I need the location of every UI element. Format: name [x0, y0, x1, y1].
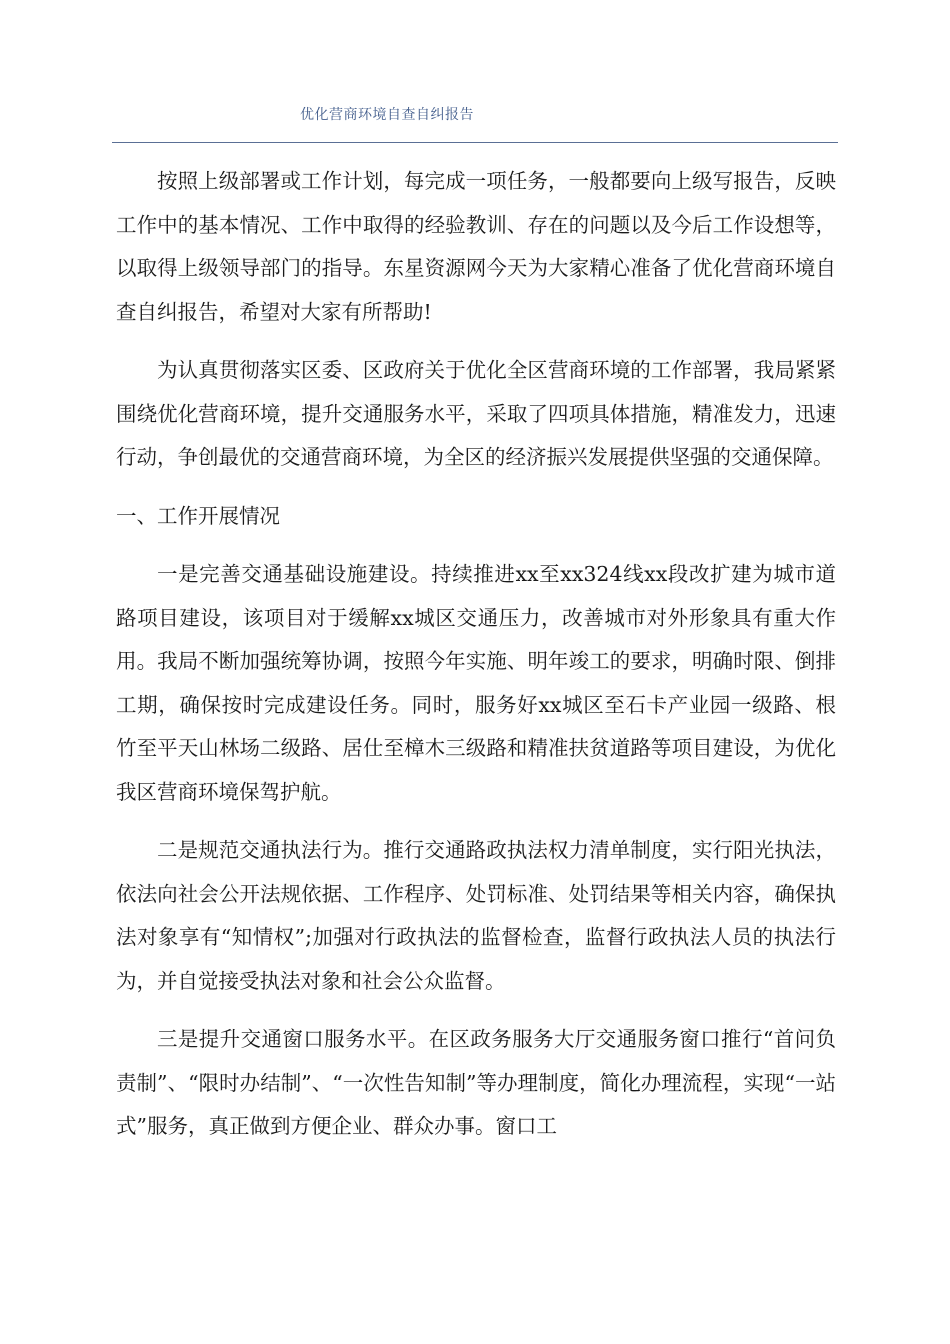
document-body	[116, 160, 836, 1164]
intro-paragraph: 按照上级部署或工作计划，每完成一项任务，一般都要向上级写报告，反映工作中的基本情况、工作中取得的经验教训、存在的问题以及今后工作设想等，以取得上级领导部门的指导。东星资源网今天为大家精心准备了优化营商环境自查自纠报告，希望对大家有所帮助!	[116, 169, 836, 324]
measure-two-paragraph: 二是规范交通执法行为。推行交通路政执法权力清单制度，实行阳光执法，依法向社会公开法规依据、工作程序、处罚标准、处罚结果等相关内容，确保执法对象享有“知情权”;加强对行政执法的监督检查，监督行政执法人员的执法行为，并自觉接受执法对象和社会公众监督。	[116, 838, 836, 993]
section-heading: 一、工作开展情况	[116, 503, 280, 528]
page-header-title: 优化营商环境自查自纠报告	[300, 107, 474, 123]
background-paragraph: 为认真贯彻落实区委、区政府关于优化全区营商环境的工作部署，我局紧紧围绕优化营商环境，提升交通服务水平，采取了四项具体措施，精准发力，迅速行动，争创最优的交通营商环境，为全区的经济振兴发展提供坚强的交通保障。	[116, 358, 836, 469]
header-divider	[112, 142, 838, 143]
measure-three-paragraph: 三是提升交通窗口服务水平。在区政务服务大厅交通服务窗口推行“首问负责制”、“限时办结制”、“一次性告知制”等办理制度，简化办理流程，实现“一站式”服务，真正做到方便企业、群众办事。窗口工	[116, 1027, 836, 1138]
measure-one-paragraph: 一是完善交通基础设施建设。持续推进xx至xx324线xx段改扩建为城市道路项目建设，该项目对于缓解xx城区交通压力，改善城市对外形象具有重大作用。我局不断加强统筹协调，按照今年实施、明年竣工的要求，明确时限、倒排工期，确保按时完成建设任务。同时，服务好xx城区至石卡产业园一级路、根竹至平天山林场二级路、居仕至樟木三级路和精准扶贫道路等项目建设，为优化我区营商环境保驾护航。	[116, 562, 836, 804]
